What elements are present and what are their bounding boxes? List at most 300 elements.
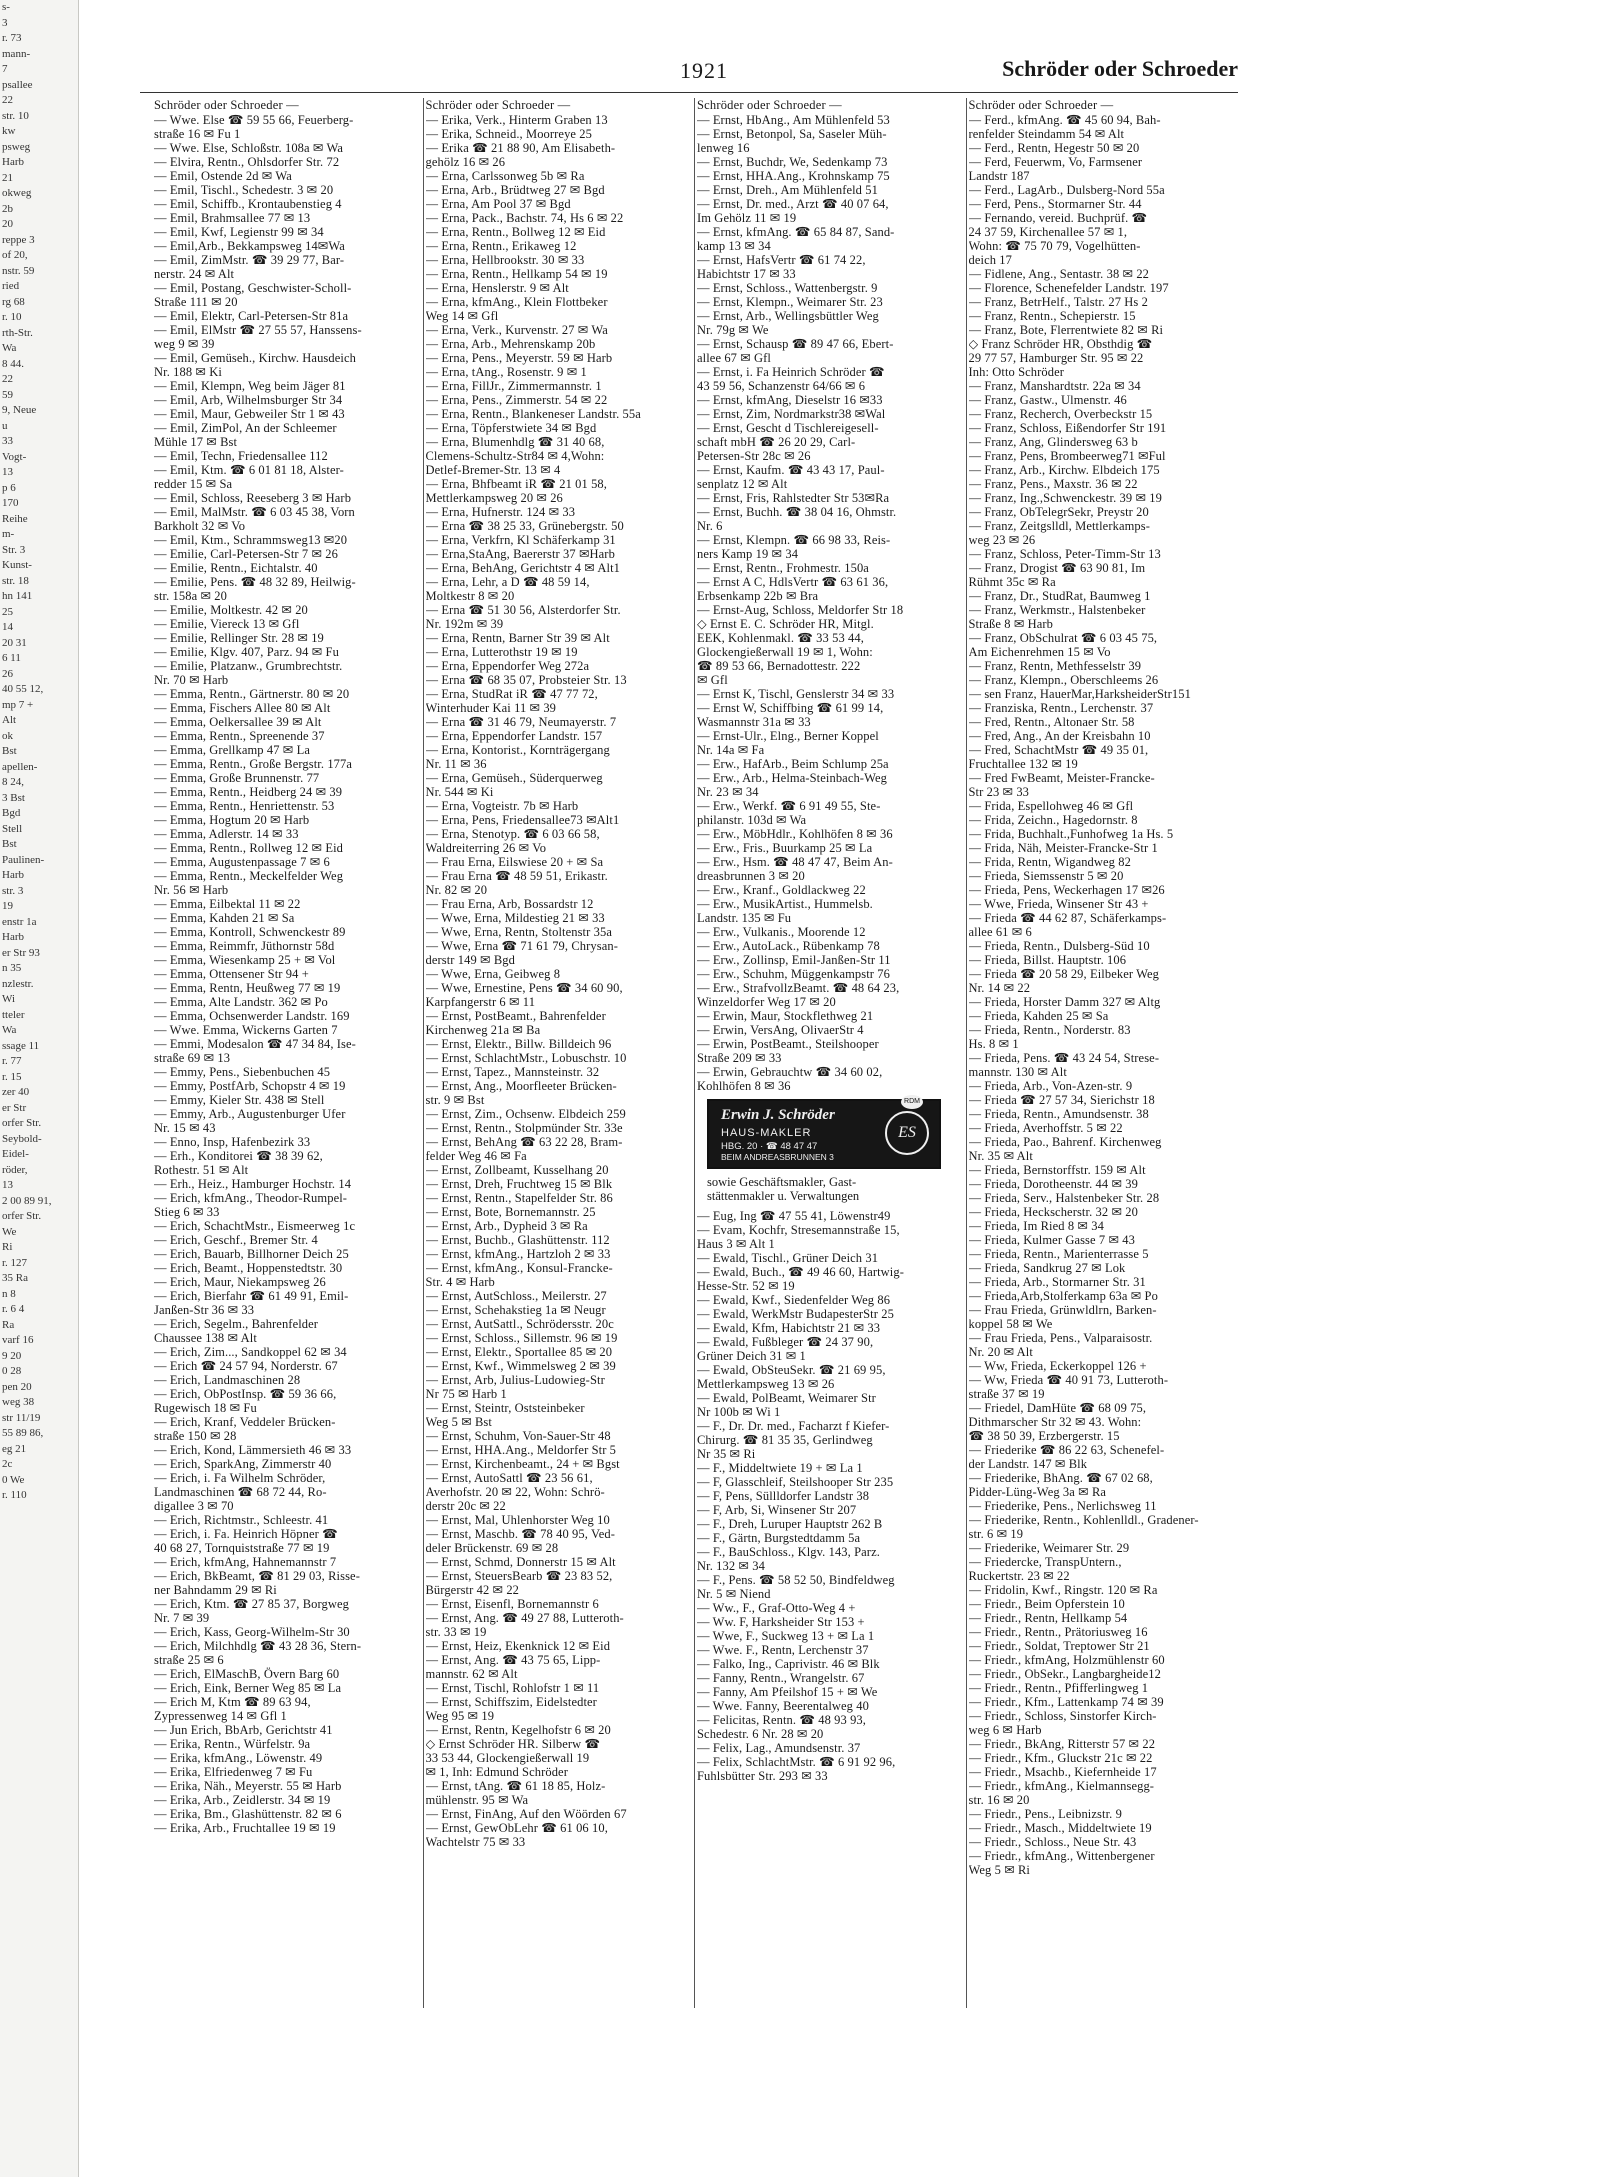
directory-entry: Janßen-Str 36 ✉ 33 xyxy=(154,1303,255,1317)
gutter-fragment: r. 73 xyxy=(2,32,22,44)
directory-entry: — Frieda, Dorotheenstr. 44 ✉ 39 xyxy=(968,1177,1138,1191)
directory-entry: straße 69 ✉ 13 xyxy=(154,1051,231,1065)
directory-entry: — Erna, Am Pool 37 ✉ Bgd xyxy=(425,197,571,211)
directory-entry: Weg 5 ✉ Ri xyxy=(968,1863,1031,1877)
gutter-fragment: Wa xyxy=(2,342,17,354)
directory-entry: — Ewald, PolBeamt, Weimarer Str xyxy=(697,1391,876,1405)
directory-entry: Mettlerkampsweg 20 ✉ 26 xyxy=(425,491,563,505)
directory-entry: — Erna, Rentn., Bollweg 12 ✉ Eid xyxy=(425,225,606,239)
directory-entry: Nr. 5 ✉ Niend xyxy=(697,1587,771,1601)
directory-entry: — Ernst, Schloss., Wattenbergstr. 9 xyxy=(697,281,878,295)
directory-entry: — Erika, Schneid., Moorreye 25 xyxy=(425,127,593,141)
gutter-fragment: 7 xyxy=(2,63,8,75)
directory-entry: mannstr. 130 ✉ Alt xyxy=(968,1065,1067,1079)
directory-entry: — Erich, i. Fa Wilhelm Schröder, xyxy=(154,1471,326,1485)
directory-entry: 43 59 56, Schanzenstr 64/66 ✉ 6 xyxy=(697,379,866,393)
directory-entry: — Ernst, Dreh, Fruchtweg 15 ✉ Blk xyxy=(425,1177,613,1191)
directory-entry: — Emma, Kahden 21 ✉ Sa xyxy=(154,911,295,925)
directory-entry: Habichtstr 17 ✉ 33 xyxy=(697,267,796,281)
gutter-fragment: Wa xyxy=(2,1024,17,1036)
right-margin xyxy=(1412,0,1600,2177)
gutter-fragment: Ri xyxy=(2,1241,13,1253)
directory-entry: — Ernst, Ang. ☎ 43 75 65, Lipp- xyxy=(425,1653,601,1667)
column-head: Schröder oder Schroeder — xyxy=(697,98,842,112)
ad-logo: ES xyxy=(885,1111,929,1155)
directory-entry: — Friedr., Rentn., Prätoriusweg 16 xyxy=(968,1625,1148,1639)
directory-entry: — Erwin, PostBeamt., Steilshooper xyxy=(697,1037,879,1051)
directory-entry: — F., Pens. ☎ 58 52 50, Bindfeldweg xyxy=(697,1573,895,1587)
directory-entry: — Erika, Arb., Fruchtallee 19 ✉ 19 xyxy=(154,1821,336,1835)
directory-entry: — Erich, Maur, Niekampsweg 26 xyxy=(154,1275,326,1289)
directory-entry: der Landstr. 147 ✉ Blk xyxy=(968,1457,1088,1471)
directory-entry: — Ferd., Rentn, Hegestr 50 ✉ 20 xyxy=(968,141,1140,155)
directory-entry: — Emil, Ktm., Schrammsweg13 ✉20 xyxy=(154,533,348,547)
gutter-fragment: Bst xyxy=(2,838,17,850)
directory-entry: — Friedr., Kfm., Gluckstr 21c ✉ 22 xyxy=(968,1751,1153,1765)
directory-entry: — Ernst, Schehakstieg 1a ✉ Neugr xyxy=(425,1303,606,1317)
directory-entry: — Ernst, FinAng, Auf den Wöörden 67 xyxy=(425,1807,627,1821)
directory-entry: — Erich, Ktm. ☎ 27 85 37, Borgweg xyxy=(154,1597,350,1611)
directory-entry: Rothestr. 51 ✉ Alt xyxy=(154,1163,249,1177)
directory-entry: Nr. 56 ✉ Harb xyxy=(154,883,229,897)
directory-entry: — Erika, Verk., Hinterm Graben 13 xyxy=(425,113,608,127)
directory-entry: — Ernst, Maschb. ☎ 78 40 95, Ved- xyxy=(425,1527,615,1541)
gutter-fragment: 6 11 xyxy=(2,652,21,664)
gutter-fragment: 26 xyxy=(2,667,13,680)
gutter-fragment: zer 40 xyxy=(2,1086,30,1098)
directory-entry: — Franz, Pens, Brombeerweg71 ✉Ful xyxy=(968,449,1166,463)
column-head: Schröder oder Schroeder — xyxy=(154,98,299,112)
directory-entry: — Erich, kfmAng, Hahnemannstr 7 xyxy=(154,1555,337,1569)
directory-entry: — Frieda, Im Ried 8 ✉ 34 xyxy=(968,1219,1104,1233)
directory-entry: — Erich, Bierfahr ☎ 61 49 91, Emil- xyxy=(154,1289,349,1303)
directory-entry: — Friedr., kfmAng, Holzmühlenstr 60 xyxy=(968,1653,1165,1667)
directory-entry: Straße 111 ✉ 20 xyxy=(154,295,238,309)
directory-entry: — Friedr., Schloss., Neue Str. 43 xyxy=(968,1835,1137,1849)
gutter-fragment: r. 10 xyxy=(2,311,22,323)
directory-entry: — Emil, ZimPol, An der Schleemer xyxy=(154,421,337,435)
gutter-fragment: Wi xyxy=(2,993,15,1005)
directory-entry: — Emil, Schiffb., Krontaubenstieg 4 xyxy=(154,197,342,211)
directory-entry: Erbsenkamp 22b ✉ Bra xyxy=(697,589,819,603)
directory-entry: — Ernst, Bote, Bornemannstr. 25 xyxy=(425,1205,596,1219)
directory-entry: — Ernst, Elektr., Sportallee 85 ✉ 20 xyxy=(425,1345,613,1359)
directory-entry: — Elvira, Rentn., Ohlsdorfer Str. 72 xyxy=(154,155,340,169)
gutter-fragment: apellen- xyxy=(2,760,38,773)
directory-entry: — Emilie, Viereck 13 ✉ Gfl xyxy=(154,617,300,631)
directory-entry: — Emil, Tischl., Schedestr. 3 ✉ 20 xyxy=(154,183,334,197)
directory-entry: — Frieda ☎ 20 58 29, Eilbeker Weg xyxy=(968,967,1160,981)
directory-entry: — Friederike, Pens., Nerlichsweg 11 xyxy=(968,1499,1157,1513)
directory-entry: — Ferd, Feuerwm, Vo, Farmsener xyxy=(968,155,1143,169)
directory-entry: — Emil, ZimMstr. ☎ 39 29 77, Bar- xyxy=(154,253,345,267)
directory-entry: Dithmarscher Str 32 ✉ 43. Wohn: xyxy=(968,1415,1142,1429)
directory-entry: — Ernst, SchlachtMstr., Lobuschstr. 10 xyxy=(425,1051,627,1065)
directory-entry: — Erw., Schuhm, Müggenkampstr 76 xyxy=(697,967,890,981)
directory-entry: Wachtelstr 75 ✉ 33 xyxy=(425,1835,526,1849)
directory-entry: — Wwe, Erna, Rentn, Stoltenstr 35a xyxy=(425,925,612,939)
directory-entry: — Ernst, Steintr, Oststeinbeker xyxy=(425,1401,585,1415)
directory-entry: Pidder-Lüng-Weg 3a ✉ Ra xyxy=(968,1485,1107,1499)
gutter-fragment: Ra xyxy=(2,1318,15,1331)
directory-entry: Hs. 8 ✉ 1 xyxy=(968,1037,1019,1051)
page-header xyxy=(120,54,1238,94)
directory-entry: allee 61 ✉ 6 xyxy=(968,925,1032,939)
directory-entry: weg 6 ✉ Harb xyxy=(968,1723,1042,1737)
directory-entry: — Ernst, HafsVertr ☎ 61 74 22, xyxy=(697,253,866,267)
directory-entry: — Erich, Segelm., Bahrenfelder xyxy=(154,1317,319,1331)
directory-entry: Landstr 187 xyxy=(968,169,1030,183)
directory-entry: — Wwe, Ernestine, Pens ☎ 34 60 90, xyxy=(425,981,623,995)
gutter-fragment: Harb xyxy=(2,156,24,168)
directory-entry: — Friedr., Rentn, Hellkamp 54 xyxy=(968,1611,1128,1625)
directory-entry: — Ernst, Schmd, Donnerstr 15 ✉ Alt xyxy=(425,1555,616,1569)
gutter-fragment: Bst xyxy=(2,745,17,757)
directory-entry: — Wwe, Erna, Mildestieg 21 ✉ 33 xyxy=(425,911,605,925)
gutter-fragment: 22 xyxy=(2,373,13,385)
directory-entry: — Frau Erna ☎ 48 59 51, Erikastr. xyxy=(425,869,608,883)
directory-entry: — Erw., AutoLack., Rübenkamp 78 xyxy=(697,939,880,953)
gutter-fragment: 3 Bst xyxy=(2,791,25,804)
directory-entry: — Franz, Manshardtstr. 22a ✉ 34 xyxy=(968,379,1141,393)
directory-entry: — Emma, Rentn., Gärtnerstr. 80 ✉ 20 xyxy=(154,687,350,701)
gutter-fragment: p 6 xyxy=(2,481,16,494)
directory-entry: — Ernst, Rentn., Frohmestr. 150a xyxy=(697,561,869,575)
directory-entry: — Ernst, Schausp ☎ 89 47 66, Ebert- xyxy=(697,337,894,351)
directory-entry: ners Kamp 19 ✉ 34 xyxy=(697,547,799,561)
directory-entry: — Erna, Kontorist., Kornträgergang xyxy=(425,743,610,757)
directory-entry: — Wwe. Else, Schloßstr. 108a ✉ Wa xyxy=(154,141,344,155)
header-rule xyxy=(140,92,1238,93)
gutter-fragment: pen 20 xyxy=(2,1380,32,1393)
directory-entry: EEK, Kohlenmakl. ☎ 33 53 44, xyxy=(697,631,864,645)
directory-entry: — Ernst W, Schiffbing ☎ 61 99 14, xyxy=(697,701,884,715)
gutter-fragment: ried xyxy=(2,280,20,292)
directory-entry: — Ww, Frieda ☎ 40 91 73, Lutteroth- xyxy=(968,1373,1169,1387)
directory-entry: — Emma, Große Brunnenstr. 77 xyxy=(154,771,320,785)
directory-entry: — Erich, Zim..., Sandkoppel 62 ✉ 34 xyxy=(154,1345,347,1359)
directory-entry: — Ernst, HHA.Ang., Meldorfer Str 5 xyxy=(425,1443,617,1457)
directory-entry: — Emma, Wiesenkamp 25 + ✉ Vol xyxy=(154,953,336,967)
directory-entry: — Erich, Eink, Berner Weg 85 ✉ La xyxy=(154,1681,342,1695)
directory-entry: — Franz, Zeitgslldl, Mettlerkamps- xyxy=(968,519,1150,533)
directory-entry: — Emil, Kwf, Legienstr 99 ✉ 34 xyxy=(154,225,324,239)
directory-entry: — Emma, Reimmfr, Jüthornstr 58d xyxy=(154,939,335,953)
directory-entry: — Ernst, Tischl, Rohlofstr 1 ✉ 11 xyxy=(425,1681,600,1695)
directory-entry: — Franz, Pens., Maxstr. 36 ✉ 22 xyxy=(968,477,1138,491)
directory-entry: Nr. 20 ✉ Alt xyxy=(968,1345,1033,1359)
directory-entry: — Emma, Grellkamp 47 ✉ La xyxy=(154,743,310,757)
directory-entry: Kohlhöfen 8 ✉ 36 xyxy=(697,1079,791,1093)
directory-columns xyxy=(152,98,1238,2008)
directory-entry: — Ewald, Fußbleger ☎ 24 37 90, xyxy=(697,1335,874,1349)
directory-entry: Waldreiterring 26 ✉ Vo xyxy=(425,841,547,855)
directory-entry: 24 37 59, Kirchenallee 57 ✉ 1, xyxy=(968,225,1128,239)
directory-entry: Stieg 6 ✉ 33 xyxy=(154,1205,220,1219)
directory-entry: — Ww. F, Harksheider Str 153 + xyxy=(697,1615,865,1629)
gutter-fragment: 20 xyxy=(2,218,13,230)
gutter-fragment: 170 xyxy=(2,497,19,509)
directory-entry: — Erna, Eppendorfer Weg 272a xyxy=(425,659,590,673)
directory-entry: — Franz, Klempn., Oberschleems 26 xyxy=(968,673,1159,687)
gutter-fragment: 2c xyxy=(2,1458,13,1470)
directory-entry: — Erw., StrafvollzBeamt. ☎ 48 64 23, xyxy=(697,981,900,995)
gutter-fragment: r. 15 xyxy=(2,1070,22,1083)
gutter-fragment: str 11/19 xyxy=(2,1411,41,1424)
directory-entry: Nr. 70 ✉ Harb xyxy=(154,673,229,687)
page-number: 1921 xyxy=(680,58,728,83)
directory-entry: Chirurg. ☎ 81 35 35, Gerlindweg xyxy=(697,1433,873,1447)
directory-entry: — F, Pens, Süllldorfer Landstr 38 xyxy=(697,1489,870,1503)
directory-entry: — Ernst, kfmAng., Hartzloh 2 ✉ 33 xyxy=(425,1247,611,1261)
directory-entry: — Friederike, BhAng. ☎ 67 02 68, xyxy=(968,1471,1153,1485)
directory-entry: — Frieda, Billst. Hauptstr. 106 xyxy=(968,953,1127,967)
gutter-fragment: Eidel- xyxy=(2,1148,29,1160)
directory-entry: — Erika, Rentn., Würfelstr. 9a xyxy=(154,1737,311,1751)
directory-entry: — Falko, Ing., Caprivistr. 46 ✉ Blk xyxy=(697,1657,880,1671)
directory-entry: — Fred, Rentn., Altonaer Str. 58 xyxy=(968,715,1135,729)
directory-entry: — Erna, Verk., Kurvenstr. 27 ✉ Wa xyxy=(425,323,608,337)
directory-entry: Weg 95 ✉ 19 xyxy=(425,1709,495,1723)
gutter-fragment: 13 xyxy=(2,466,13,478)
gutter-fragment: psallee xyxy=(2,78,33,91)
directory-entry: — Frieda, Arb., Von-Azen-str. 9 xyxy=(968,1079,1133,1093)
directory-entry: — Erna, Verkfrn, Kl Schäferkamp 31 xyxy=(425,533,616,547)
gutter-fragment: str. 3 xyxy=(2,884,24,897)
directory-entry: — Emma, Rentn., Henriettenstr. 53 xyxy=(154,799,335,813)
directory-entry: — Erich, Beamt., Hoppenstedtstr. 30 xyxy=(154,1261,343,1275)
directory-entry: — Erna, BehAng, Gerichtstr 4 ✉ Alt1 xyxy=(425,561,620,575)
directory-entry: — Erh., Heiz., Hamburger Hochstr. 14 xyxy=(154,1177,352,1191)
directory-entry: Am Eichenrehmen 15 ✉ Vo xyxy=(968,645,1111,659)
directory-entry: — Ernst, Schiffszim, Eidelstedter xyxy=(425,1695,597,1709)
directory-entry: Nr 100b ✉ Wi 1 xyxy=(697,1405,781,1419)
directory-entry: deich 17 xyxy=(968,253,1012,267)
directory-entry: nerstr. 24 ✉ Alt xyxy=(154,267,235,281)
directory-entry: Nr. 79g ✉ We xyxy=(697,323,769,337)
directory-entry: — Emma, Rentn., Rollweg 12 ✉ Eid xyxy=(154,841,344,855)
directory-entry: — Ernst, Eisenfl, Bornemannstr 6 xyxy=(425,1597,599,1611)
directory-entry: — Ernst, Arb., Dypheid 3 ✉ Ra xyxy=(425,1219,588,1233)
directory-entry: — Ernst, Klempn., Weimarer Str. 23 xyxy=(697,295,883,309)
directory-entry: — Ernst, PostBeamt., Bahrenfelder xyxy=(425,1009,606,1023)
directory-entry: — Emil, Ktm. ☎ 6 01 81 18, Alster- xyxy=(154,463,344,477)
directory-entry: — Erna, Pens., Meyerstr. 59 ✉ Harb xyxy=(425,351,613,365)
directory-entry: Wohn: ☎ 75 70 79, Vogelhütten- xyxy=(968,239,1141,253)
directory-entry: — Ernst, Rentn., Stolpmünder Str. 33e xyxy=(425,1121,623,1135)
column-1 xyxy=(152,98,424,2008)
directory-entry: — Erna, StudRat iR ☎ 47 77 72, xyxy=(425,687,598,701)
directory-entry: — Franz, Ing.,Schwenckestr. 39 ✉ 19 xyxy=(968,491,1162,505)
directory-entry: — Franz, Schloss, Peter-Timm-Str 13 xyxy=(968,547,1161,561)
directory-entry: — Ernst, Buchdr, We, Sedenkamp 73 xyxy=(697,155,888,169)
directory-entry: — Franz, Rentn, Methfesselstr 39 xyxy=(968,659,1142,673)
gutter-fragment: m- xyxy=(2,528,15,540)
gutter-fragment: Vogt- xyxy=(2,450,27,463)
directory-entry: — sen Franz, HauerMar,HarksheiderStr151 xyxy=(968,687,1191,701)
directory-entry: Fruchtallee 132 ✉ 19 xyxy=(968,757,1078,771)
directory-entry: Nr. 544 ✉ Ki xyxy=(425,785,494,799)
directory-entry: — Ww., F., Graf-Otto-Weg 4 + xyxy=(697,1601,856,1615)
directory-entry: Weg 5 ✉ Bst xyxy=(425,1415,492,1429)
directory-entry: Rugewisch 18 ✉ Fu xyxy=(154,1401,257,1415)
directory-entry: — Erw., MöbHdlr., Kohlhöfen 8 ✉ 36 xyxy=(697,827,893,841)
gutter-fragment: Bgd xyxy=(2,807,21,819)
directory-entry: weg 23 ✉ 26 xyxy=(968,533,1036,547)
directory-entry: Str 23 ✉ 33 xyxy=(968,785,1030,799)
gutter-fragment: er Str 93 xyxy=(2,946,40,959)
directory-entry: weg 9 ✉ 39 xyxy=(154,337,215,351)
directory-entry: — Erich M, Ktm ☎ 89 63 94, xyxy=(154,1695,311,1709)
directory-entry: Zypressenweg 14 ✉ Gfl 1 xyxy=(154,1709,287,1723)
directory-entry: — Erna, Lehr, a D ☎ 48 59 14, xyxy=(425,575,590,589)
directory-entry: — Erna, Rentn., Erikaweg 12 xyxy=(425,239,577,253)
col3-entries-after xyxy=(697,1209,962,1783)
directory-entry: — Emilie, Pens. ☎ 48 32 89, Heilwig- xyxy=(154,575,356,589)
directory-entry: — Erwin, Maur, Stockflethweg 21 xyxy=(697,1009,874,1023)
directory-entry: — Fanny, Rentn., Wrangelstr. 67 xyxy=(697,1671,865,1685)
directory-entry: 29 77 57, Hamburger Str. 95 ✉ 22 xyxy=(968,351,1144,365)
directory-entry: — F., Dreh, Luruper Hauptstr 262 B xyxy=(697,1517,883,1531)
gutter-fragment: rth-Str. xyxy=(2,326,33,339)
directory-entry: — Ernst, Arb, Julius-Ludowieg-Str xyxy=(425,1373,605,1387)
gutter-fragment: orfer Str. xyxy=(2,1117,42,1129)
directory-entry: — Ferd., LagArb., Dulsberg-Nord 55a xyxy=(968,183,1165,197)
directory-entry: — Felix, SchlachtMstr. ☎ 6 91 92 96, xyxy=(697,1755,896,1769)
directory-entry: — Ewald, Kwf., Siedenfelder Weg 86 xyxy=(697,1293,891,1307)
directory-entry: — Wwe. Else ☎ 59 55 66, Feuerberg- xyxy=(154,113,354,127)
directory-entry: Fuhlsbütter Str. 293 ✉ 33 xyxy=(697,1769,828,1783)
directory-entry: — Ernst, Buchh. ☎ 38 04 16, Ohmstr. xyxy=(697,505,897,519)
column-4 xyxy=(967,98,1239,2008)
directory-entry: — Erna, Arb., Brüdtweg 27 ✉ Bgd xyxy=(425,183,605,197)
directory-entry: Clemens-Schultz-Str84 ✉ 4,Wohn: xyxy=(425,449,605,463)
directory-entry: ☎ 89 53 66, Bernadottestr. 222 xyxy=(697,659,861,673)
directory-entry: — Erwin, VersAng, OlivaerStr 4 xyxy=(697,1023,864,1037)
directory-entry: — Emilie, Moltkestr. 42 ✉ 20 xyxy=(154,603,308,617)
directory-entry: — Friedr., Soldat, Treptower Str 21 xyxy=(968,1639,1150,1653)
directory-entry: — Erna, Rentn., Blankeneser Landstr. 55a xyxy=(425,407,641,421)
directory-entry: — Fred, SchachtMstr ☎ 49 35 01, xyxy=(968,743,1149,757)
gutter-fragment: 19 xyxy=(2,900,13,912)
directory-entry: — Emil,Arb., Bekkampsweg 14✉Wa xyxy=(154,239,345,253)
directory-entry: — Emma, Rentn., Meckelfelder Weg xyxy=(154,869,344,883)
directory-entry: — Wwe, Erna ☎ 71 61 79, Chrysan- xyxy=(425,939,618,953)
directory-entry: — Emma, Kontroll, Schwenckestr 89 xyxy=(154,925,346,939)
running-head: Schröder oder Schroeder xyxy=(1002,56,1238,81)
gutter-fragment: mann- xyxy=(2,47,31,60)
directory-entry: — Franz, Dr., StudRat, Baumweg 1 xyxy=(968,589,1151,603)
directory-entry: — Emil, Maur, Gebweiler Str 1 ✉ 43 xyxy=(154,407,345,421)
directory-entry: — Franz, ObSchulrat ☎ 6 03 45 75, xyxy=(968,631,1158,645)
directory-entry: str. 158a ✉ 20 xyxy=(154,589,227,603)
directory-entry: — F., Gärtn, Burgstedtdamm 5a xyxy=(697,1531,861,1545)
gutter-fragment: 35 Ra xyxy=(2,1272,28,1284)
directory-entry: — Erna, Töpferstwiete 34 ✉ Bgd xyxy=(425,421,597,435)
directory-entry: — Erw., Vulkanis., Moorende 12 xyxy=(697,925,866,939)
gutter-fragment: Reihe xyxy=(2,512,28,525)
directory-entry: Str. 4 ✉ Harb xyxy=(425,1275,495,1289)
directory-entry: — Emilie, Klgv. 407, Parz. 94 ✉ Fu xyxy=(154,645,339,659)
gutter-fragment: rg 68 xyxy=(2,295,25,308)
directory-entry: — Ernst, Kwf., Wimmelsweg 2 ✉ 39 xyxy=(425,1359,616,1373)
directory-entry: — Erna, Pens, Friedensallee73 ✉Alt1 xyxy=(425,813,620,827)
directory-entry: — Emil, Brahmsallee 77 ✉ 13 xyxy=(154,211,311,225)
directory-entry: — Friedr., Beim Opferstein 10 xyxy=(968,1597,1125,1611)
directory-entry: dreasbrunnen 3 ✉ 20 xyxy=(697,869,805,883)
directory-entry: — Ernst, AutoSattl ☎ 23 56 61, xyxy=(425,1471,593,1485)
directory-entry: — Frieda, Heckscherstr. 32 ✉ 20 xyxy=(968,1205,1138,1219)
directory-entry: — Frieda, Rentn., Marienterrasse 5 xyxy=(968,1247,1149,1261)
directory-entry: Nr. 7 ✉ 39 xyxy=(154,1611,210,1625)
directory-entry: — Emil, Postang, Geschwister-Scholl- xyxy=(154,281,352,295)
directory-entry: — Erw., HafArb., Beim Schlump 25a xyxy=(697,757,889,771)
directory-entry: — Emmy, Kieler Str. 438 ✉ Stell xyxy=(154,1093,325,1107)
directory-entry: — Erna, Hellbrookstr. 30 ✉ 33 xyxy=(425,253,585,267)
directory-entry: — Erna, Hufnerstr. 124 ✉ 33 xyxy=(425,505,576,519)
directory-entry: — Franz, BetrHelf., Talstr. 27 Hs 2 xyxy=(968,295,1148,309)
gutter-fragment: tteler xyxy=(2,1008,25,1021)
directory-entry: — Frieda, Pao., Bahrenf. Kirchenweg xyxy=(968,1135,1162,1149)
directory-entry: — Erich, SparkAng, Zimmerstr 40 xyxy=(154,1457,332,1471)
directory-entry: — Erich, Kass, Georg-Wilhelm-Str 30 xyxy=(154,1625,350,1639)
gutter-fragment: 0 28 xyxy=(2,1365,22,1377)
directory-entry: — Franz, Drogist ☎ 63 90 81, Im xyxy=(968,561,1146,575)
directory-entry: — Franz, Rentn., Schepierstr. 15 xyxy=(968,309,1136,323)
gutter-fragment: n 35 xyxy=(2,962,22,974)
gutter-fragment: r. 127 xyxy=(2,1256,28,1269)
directory-entry: — Evam, Kochfr, Stresemannstraße 15, xyxy=(697,1223,900,1237)
gutter-fragment: Harb xyxy=(2,869,24,881)
directory-entry: — Friedr., Msachb., Kiefernheide 17 xyxy=(968,1765,1157,1779)
directory-entry: str. 16 ✉ 20 xyxy=(968,1793,1030,1807)
directory-entry: — Erich, BkBeamt, ☎ 81 29 03, Risse- xyxy=(154,1569,360,1583)
directory-entry: ◇ Ernst E. C. Schröder HR, Mitgl. xyxy=(697,617,874,631)
directory-entry: — Ernst, tAng. ☎ 61 18 85, Holz- xyxy=(425,1779,606,1793)
ad-seal: RDM xyxy=(901,1095,923,1109)
directory-entry: — Erika, Elfriedenweg 7 ✉ Fu xyxy=(154,1765,313,1779)
gutter-fragment: varf 16 xyxy=(2,1334,34,1346)
directory-entry: — Ernst, Kirchenbeamt., 24 + ✉ Bgst xyxy=(425,1457,620,1471)
directory-entry: Winterhuder Kai 11 ✉ 39 xyxy=(425,701,557,715)
directory-entry: 40 68 27, Tornquiststraße 77 ✉ 19 xyxy=(154,1541,330,1555)
directory-entry: — F, Glasschleif, Steilshooper Str 235 xyxy=(697,1475,894,1489)
directory-entry: — Erna, Bhfbeamt iR ☎ 21 01 58, xyxy=(425,477,607,491)
col3-entries xyxy=(697,113,962,1093)
gutter-fragment: 9 20 xyxy=(2,1349,22,1362)
directory-entry: — F., Dr. Dr. med., Facharzt f Kiefer- xyxy=(697,1419,890,1433)
directory-entry: Mühle 17 ✉ Bst xyxy=(154,435,238,449)
directory-entry: — Ernst, HbAng., Am Mühlenfeld 53 xyxy=(697,113,890,127)
directory-entry: — Erna, tAng., Rosenstr. 9 ✉ 1 xyxy=(425,365,587,379)
directory-entry: — Emil, Gemüseh., Kirchw. Hausdeich xyxy=(154,351,356,365)
directory-entry: straße 150 ✉ 28 xyxy=(154,1429,237,1443)
directory-entry: Nr. 192m ✉ 39 xyxy=(425,617,504,631)
directory-entry: — Fred FwBeamt, Meister-Francke- xyxy=(968,771,1155,785)
directory-entry: — Erna, Gemüseh., Süderquerweg xyxy=(425,771,603,785)
gutter-fragment: er Str xyxy=(2,1101,27,1114)
directory-entry: — Erw., MusikArtist., Hummelsb. xyxy=(697,897,873,911)
directory-entry: — Erna ☎ 51 30 56, Alsterdorfer Str. xyxy=(425,603,621,617)
ad-line-2: HBG. 20 · ☎ 48 47 47 xyxy=(721,1141,818,1152)
gutter-fragment: 0 We xyxy=(2,1473,25,1486)
directory-entry: — Wwe, Frieda, Winsener Str 43 + xyxy=(968,897,1149,911)
directory-entry: Karpfangerstr 6 ✉ 11 xyxy=(425,995,536,1009)
directory-entry: — Friedr., Kfm., Lattenkamp 74 ✉ 39 xyxy=(968,1695,1164,1709)
column-3 xyxy=(695,98,967,2008)
gutter-fragment: r. 110 xyxy=(2,1489,27,1501)
directory-entry: — Emma, Adlerstr. 14 ✉ 33 xyxy=(154,827,299,841)
